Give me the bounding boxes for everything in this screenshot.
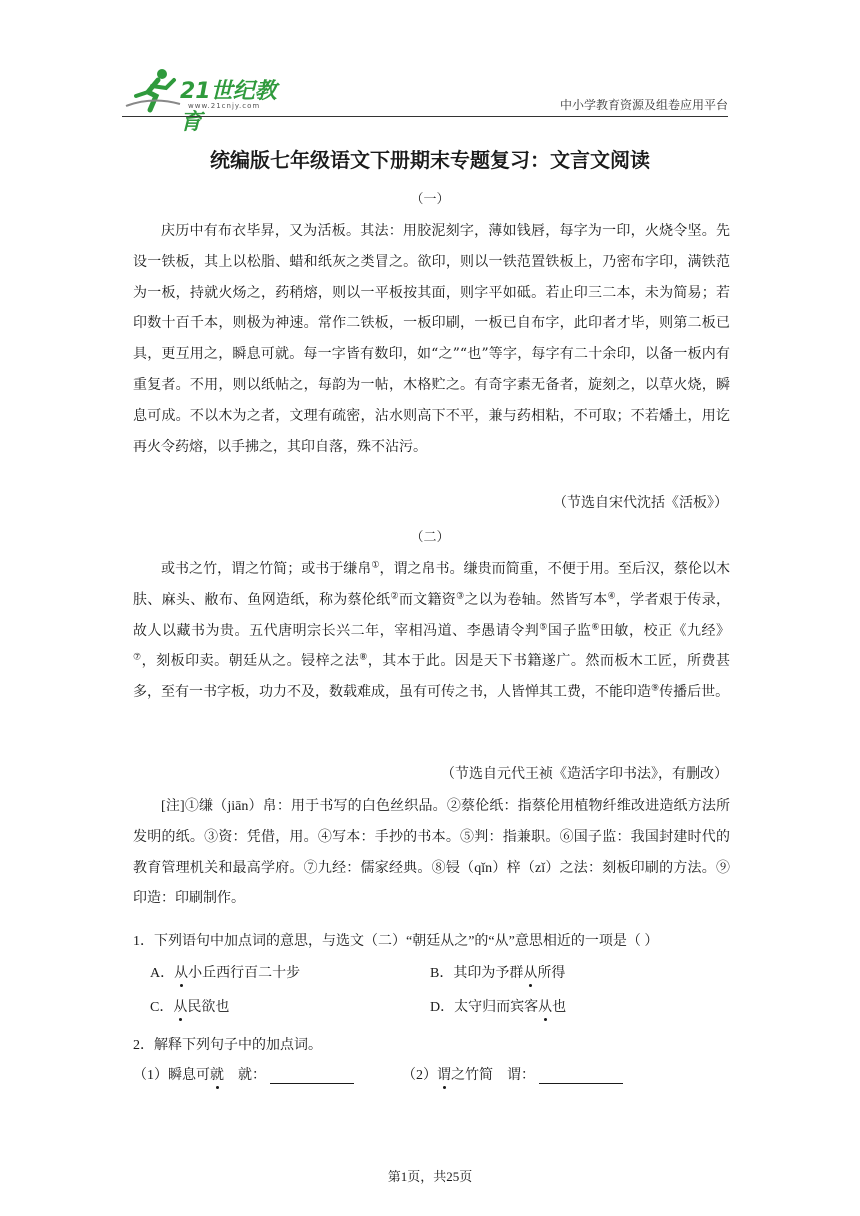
question-2-stem: 2．解释下列句子中的加点词。 — [133, 1038, 322, 1053]
header-divider — [122, 116, 728, 117]
annotations: [注]①缣（jiān）帛：用于书写的白色丝织品。②蔡伦纸：指蔡伦用植物纤维改进造纸方法所发明的纸。③资：凭借，用。④写本：手抄的书本。⑤判：指兼职。⑥国子监：我国封建时代的教育管理机关和最高学府。⑦九经：儒家经典。⑧锓（qǐn）梓（zǐ）之法：刻板印刷的方法。⑨印造：印刷制作。 — [133, 799, 730, 907]
section-1-text: 庆历中有布衣毕昇，又为活板。其法：用胶泥刻字，薄如钱唇，每字为一印，火烧令坚。先设一铁板，其上以松脂、蜡和纸灰之类冒之。欲印，则以一铁范置铁板上，乃密布字印，满铁范为一板，持就火炀之，药稍熔，则以一平板按其面，则字平如砥。若止印三二本，未为简易；若印数十百千本，则极为神速。常作二铁板，一板印刷，一板已自布字，此印者才毕，则第二板已具，更互用之，瞬息可就。每一字皆有数印，如“之”“也”等字，每字有二十余印，以备一板内有重复者。不用，则以纸帖之，每韵为一帖，木格贮之。有奇字素无备者，旋刻之，以草火烧，瞬息可成。不以木为之者，文理有疏密，沾水则高下不平，兼与药相粘，不可取；不若燔土，用讫再火令药熔，以手拂之，其印自落，殊不沾污。 — [133, 223, 730, 455]
platform-name: 中小学教育资源及组卷应用平台 — [559, 98, 728, 112]
page-header — [122, 66, 728, 135]
logo-text: 21世纪教育 — [180, 79, 277, 135]
question-2-item-1: （1）瞬息可就 就： — [133, 1064, 354, 1084]
page-footer: 第1页，共25页 — [387, 1169, 473, 1184]
logo-url: www.21cnjy.com — [188, 102, 261, 110]
question-1-option-d: D．太守归而宾客从也 — [430, 996, 566, 1016]
section-2-text: 或书之竹，谓之竹简；或书于缣帛①，谓之帛书。缣贵而简重，不便于用。至后汉，蔡伦以木肤、麻头、敝布、鱼网造纸，称为蔡伦纸②而文籍资③之以为卷轴。然皆写本④，学者艰于传录，故人以藏书为贵。五代唐明宗长兴二年，宰相冯道、李愚请令判⑤国子监⑥田敏，校正《九经》⑦，刻板印卖。朝廷从之。锓梓之法⑧，其本于此。因是天下书籍遂广。然而板木工匠，所费甚多，至有一书字板，功力不及，数载难成，虽有可传之书，人皆惮其工费，不能印造⑨传播后世。 — [133, 560, 731, 701]
logo — [122, 66, 292, 135]
section-1-source: （节选自宋代沈括《活板》） — [553, 495, 728, 511]
page-title: 统编版七年级语文下册期末专题复习：文言文阅读 — [210, 148, 650, 172]
question-2-item-2: （2）谓之竹简 谓： — [402, 1064, 623, 1084]
question-1-option-c: C．从民欲也 — [150, 996, 229, 1016]
question-1-stem: 1．下列语句中加点词的意思，与选文（二）“朝廷从之”的“从”意思相近的一项是（ ） — [133, 934, 659, 949]
section-2-source: （节选自元代王祯《造活字印书法》，有删改） — [441, 766, 728, 782]
section-1-label: （一） — [410, 192, 450, 207]
runner-logo-icon — [122, 66, 182, 116]
section-2-label: （二） — [410, 530, 450, 545]
question-1-option-b: B．其印为予群从所得 — [430, 962, 565, 982]
question-1-option-a: A．从小丘西行百二十步 — [150, 962, 300, 982]
answer-blank[interactable] — [539, 1069, 623, 1084]
answer-blank[interactable] — [270, 1069, 354, 1084]
